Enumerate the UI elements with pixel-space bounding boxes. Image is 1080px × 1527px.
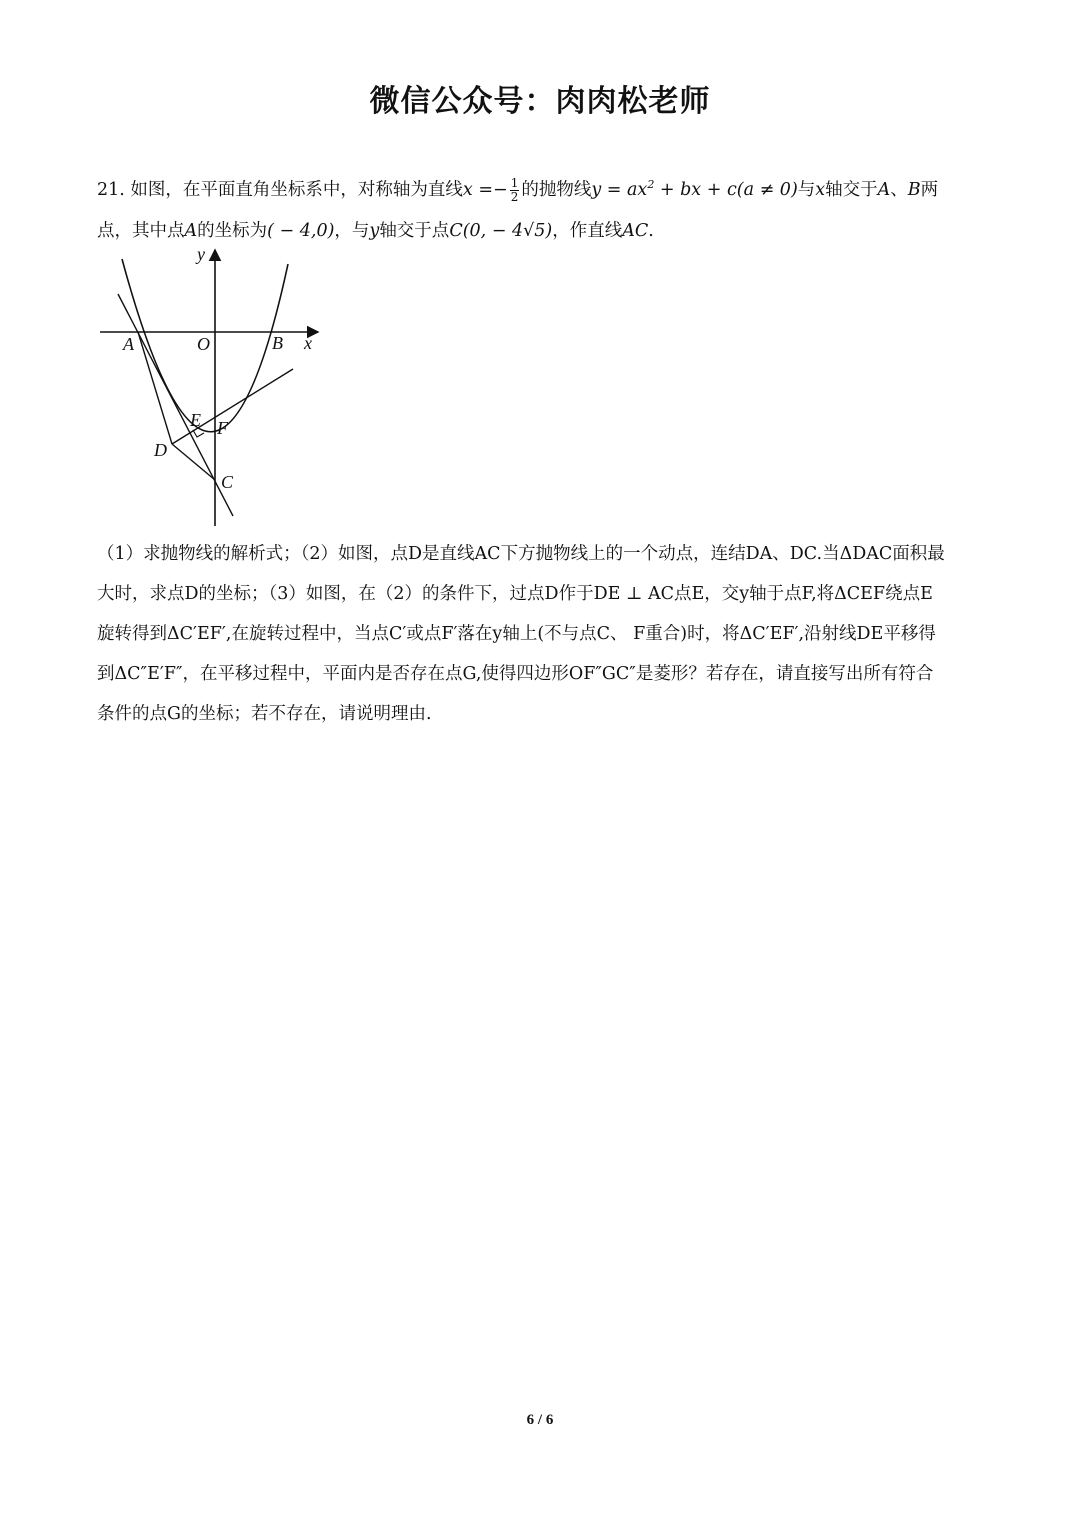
label-y-axis: y [197, 244, 205, 264]
question-line: 旋转得到ΔC′EF′,在旋转过程中，当点C′或点F′落在y轴上(不与点C、 F重合)时，将ΔC′EF′,沿射线DE平移得 [97, 624, 936, 644]
question-line: （1）求抛物线的解析式；（2）如图，点D是直线AC下方抛物线上的一个动点，连结DA、DC.当ΔDAC面积最 [97, 544, 945, 564]
problem-number: 21. [97, 179, 125, 200]
label-point-f: F [217, 418, 228, 438]
question-line: 大时，求点D的坐标；（3）如图，在（2）的条件下，过点D作于DE ⊥ AC点E，交y轴于点F,将ΔCEF绕点E [97, 584, 933, 604]
page-number: 6 / 6 [526, 1412, 554, 1428]
question-line: 到ΔC″E′F″，在平移过程中，平面内是否存在点G,使得四边形OF″GC″是菱形？若存在，请直接写出所有符合 [97, 664, 934, 684]
segment-dc [172, 444, 215, 480]
coordinate-c: C(0, − 4√5) [449, 220, 553, 241]
label-origin: O [197, 334, 210, 354]
parabola-diagram [96, 244, 326, 529]
question-parts [97, 534, 987, 734]
label-point-e: E [190, 410, 201, 430]
axis-equation: x =− [462, 179, 508, 200]
parabola-equation: $y = ax^2$ + bx + c(a ≠ 0) [591, 178, 798, 200]
line-de [172, 369, 293, 444]
problem-line-1: 21. 如图，在平面直角坐标系中，对称轴为直线x =− $\frac{1}{2}$ 的抛物线$y = ax^2$ + bx + c(a ≠ 0)与x轴交于A、B两 [97, 175, 939, 204]
question-line: 条件的点G的坐标；若不存在，请说明理由. [97, 704, 432, 724]
page-title: 微信公众号：肉肉松老师 [369, 84, 711, 119]
problem-statement [97, 164, 987, 252]
fraction-one-half: $\frac{1}{2}$ [510, 175, 519, 204]
label-point-a: A [123, 334, 134, 354]
right-angle-mark [193, 430, 204, 437]
label-point-c: C [221, 472, 234, 492]
label-point-b: B [272, 333, 283, 353]
parabola-figure [96, 244, 326, 529]
label-point-d: D [154, 440, 167, 460]
coordinate-a: ( − 4,0) [267, 220, 335, 241]
problem-line-2: 点，其中点A的坐标为( − 4,0)，与y轴交于点C(0, − 4√5)，作直线AC. [97, 220, 654, 241]
label-x-axis: x [304, 333, 312, 353]
